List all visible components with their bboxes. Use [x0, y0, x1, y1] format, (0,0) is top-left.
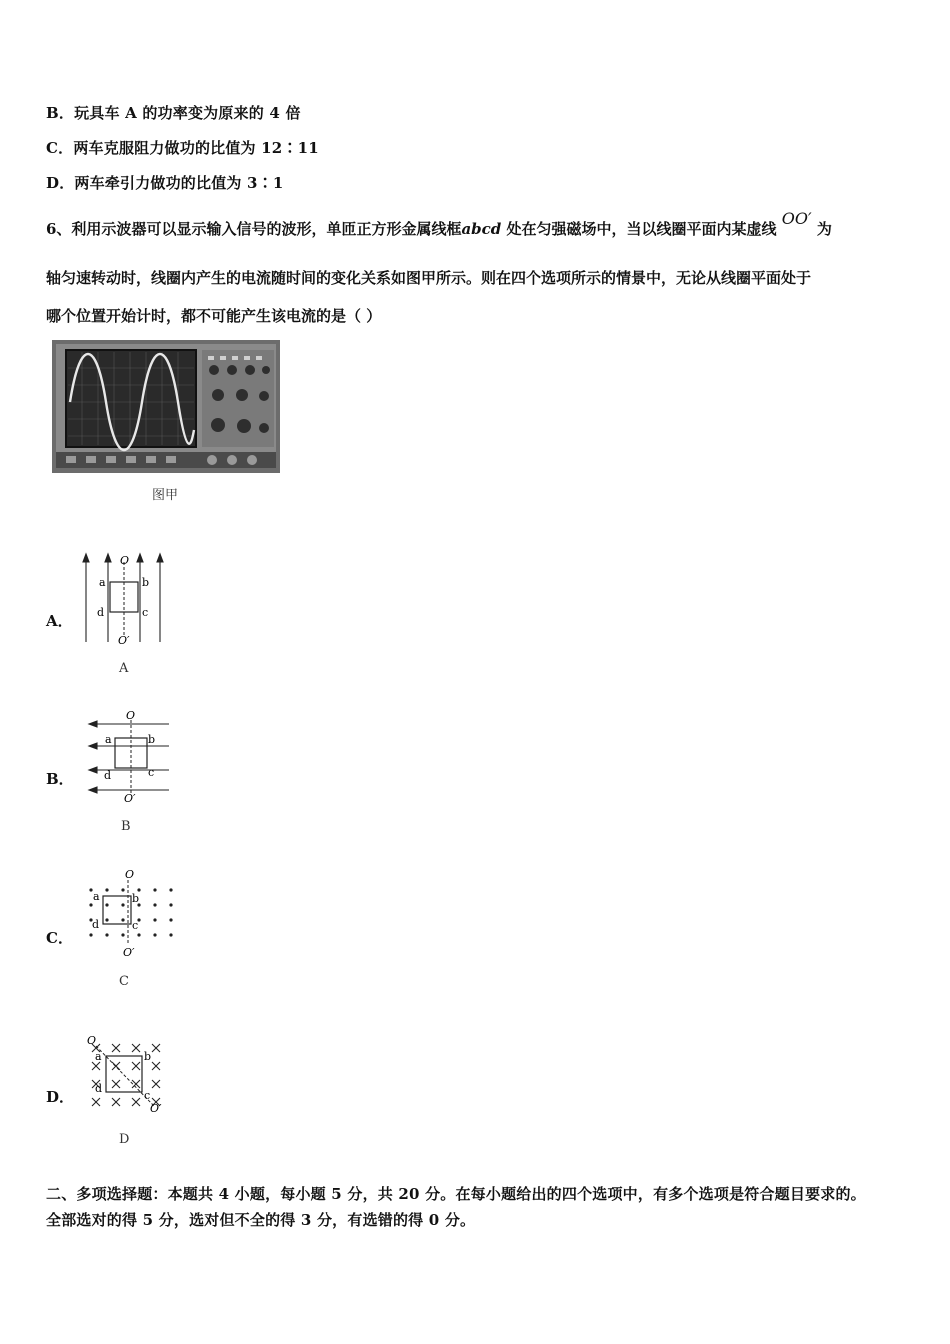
axis-symbol: OO′	[781, 209, 812, 228]
label-b: b	[132, 892, 140, 905]
label-b: b	[148, 733, 156, 746]
field-dot	[121, 918, 124, 921]
field-dot	[169, 933, 172, 936]
q6-text-part: 6、利用示波器可以显示输入信号的波形，单匝正方形金属线框	[46, 220, 462, 238]
field-cross	[152, 1062, 160, 1070]
question-6-line-1	[46, 209, 832, 239]
label-b: b	[144, 1050, 152, 1063]
label-d: d	[92, 918, 100, 931]
label-d: d	[95, 1082, 103, 1095]
field-cross	[152, 1080, 160, 1088]
label-d: d	[104, 769, 112, 782]
field-cross	[92, 1098, 100, 1106]
label-c: c	[144, 1089, 151, 1102]
label-c: c	[148, 766, 155, 779]
label-o-prime: O′	[123, 946, 135, 959]
q6-abcd: abcd	[461, 220, 502, 238]
diagram-c	[85, 866, 180, 962]
label-o: O	[87, 1034, 97, 1047]
section-2-line-2: 全部选对的得 5 分，选对但不全的得 3 分，有选错的得 0 分。	[46, 1211, 476, 1229]
label-b: b	[142, 576, 150, 589]
field-dot	[169, 903, 172, 906]
field-dot	[105, 918, 108, 921]
label-a: a	[95, 1050, 102, 1063]
option-c-prev: C．两车克服阻力做功的比值为 12∶11	[46, 139, 319, 157]
choice-d-label: D．	[46, 1088, 75, 1106]
choice-b-caption: B	[121, 819, 131, 834]
choice-b-label: B．	[46, 770, 74, 788]
label-o: O	[126, 709, 136, 722]
field-cross	[132, 1044, 140, 1052]
label-a: a	[99, 576, 106, 589]
label-o: O	[120, 554, 130, 567]
field-cross	[112, 1098, 120, 1106]
label-a: a	[105, 733, 112, 746]
field-cross	[112, 1044, 120, 1052]
field-dot	[153, 933, 156, 936]
field-dot	[105, 903, 108, 906]
choice-a-label: A．	[46, 612, 73, 630]
label-o-prime: O′	[124, 792, 136, 804]
label-d: d	[97, 606, 105, 619]
label-c: c	[132, 919, 139, 932]
diagram-d	[84, 1032, 176, 1116]
label-c: c	[142, 606, 149, 619]
field-dot	[137, 933, 140, 936]
field-dot	[153, 903, 156, 906]
field-dot	[121, 888, 124, 891]
option-d-prev: D．两车牵引力做功的比值为 3∶1	[46, 174, 284, 192]
figure-caption: 图甲	[152, 488, 179, 503]
q6-text-part: 处在匀强磁场中，当以线圈平面内某虚线	[501, 220, 782, 238]
field-cross	[112, 1062, 120, 1070]
section-2-line-1: 二、多项选择题：本题共 4 小题，每小题 5 分，共 20 分。在每小题给出的四个选项中，有多个选项是符合题目要求的。	[46, 1185, 866, 1203]
field-dot	[153, 918, 156, 921]
field-cross	[132, 1098, 140, 1106]
option-b-prev: B．玩具车 A 的功率变为原来的 4 倍	[46, 104, 301, 122]
choice-c-caption: C	[119, 974, 129, 989]
oscilloscope-photo	[52, 340, 280, 473]
field-cross	[132, 1062, 140, 1070]
label-o: O	[125, 868, 135, 881]
label-o-prime: O′	[150, 1102, 162, 1115]
field-dot	[153, 888, 156, 891]
label-a: a	[93, 890, 100, 903]
field-dot	[169, 918, 172, 921]
choice-c-label: C．	[46, 929, 73, 947]
field-dot	[89, 933, 92, 936]
label-o-prime: O′	[118, 634, 130, 647]
field-cross	[152, 1044, 160, 1052]
question-6-line-3: 哪个位置开始计时，都不可能产生该电流的是（ ）	[46, 307, 382, 325]
diagram-a	[80, 550, 170, 650]
choice-d-caption: D	[119, 1132, 130, 1147]
field-dot	[169, 888, 172, 891]
field-dot	[105, 888, 108, 891]
field-dot	[105, 933, 108, 936]
diagram-b	[85, 708, 175, 804]
field-cross	[92, 1062, 100, 1070]
field-dot	[121, 933, 124, 936]
field-dot	[89, 903, 92, 906]
choice-a-caption: A	[119, 661, 129, 676]
q6-text-part: 为	[811, 220, 832, 238]
question-6-line-2: 轴匀速转动时，线圈内产生的电流随时间的变化关系如图甲所示。则在四个选项所示的情景中，无论从线圈平面处于	[46, 269, 812, 287]
field-cross	[112, 1080, 120, 1088]
field-dot	[121, 903, 124, 906]
